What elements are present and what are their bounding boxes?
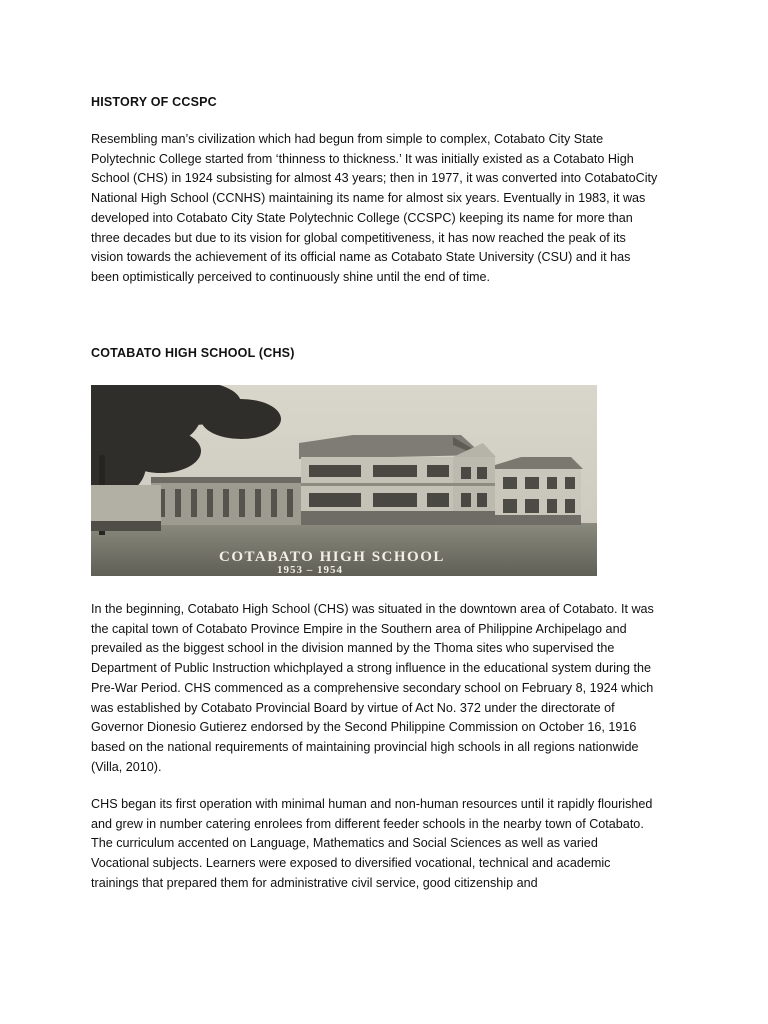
heading-cotabato-high-school: COTABATO HIGH SCHOOL (CHS) — [91, 346, 295, 360]
heading-history: HISTORY OF CCSPC — [91, 95, 217, 109]
school-photo — [91, 385, 597, 576]
paragraph-beginning: In the beginning, Cotabato High School (CHS) was situated in the downtown area of Cotabato. It was the capital town of Cotabato Province Empire in the Southern area of Philippine Archipelago and prevailed as the biggest school in the division manned by the Thoma sites who supervised the Department of Public Instruction whichplayed a strong influence in the educational system during the Pre-War Period. CHS commenced as a comprehensive secondary school on February 8, 1924 which was established by Cotabato Provincial Board by virtue of Act No. 372 under the directorate of Governor Dionesio Gutierez endorsed by the Second Philippine Commission on October 16, 1916 based on the national requirements of maintaining provincial high schools in all regions nationwide (Villa, 2010). — [91, 602, 654, 774]
photo-caption-years: 1953 – 1954 — [277, 564, 343, 576]
paragraph-operation: CHS began its first operation with minimal human and non-human resources until it rapidly flourished and grew in number catering enrolees from different feeder schools in the nearby town of Cotabato. The curriculum accented on Language, Mathematics and Social Sciences as well as varied Vocational subjects. Learners were exposed to diversified vocational, technical and academic trainings that prepared them for administrative civil service, good citizenship and — [91, 797, 653, 890]
paragraph-history: Resembling man’s civilization which had begun from simple to complex, Cotabato City State Polytechnic College started from ‘thinness to thickness.’ It was initially existed as a Cotabato High School (CHS) in 1924 subsisting for almost 43 years; then in 1977, it was converted into CotabatoCity National High School (CCNHS) maintaining its name for almost six years. Eventually in 1983, it was developed into Cotabato City State Polytechnic College (CCSPC) keeping its name for more than three decades but due to its vision for global competitiveness, it has now reached the peak of its vision towards the achievement of its official name as Cotabato State University (CSU) and it has been optimistically perceived to continuously shine until the end of time. — [91, 132, 658, 284]
photo-caption-title: COTABATO HIGH SCHOOL — [219, 549, 445, 565]
